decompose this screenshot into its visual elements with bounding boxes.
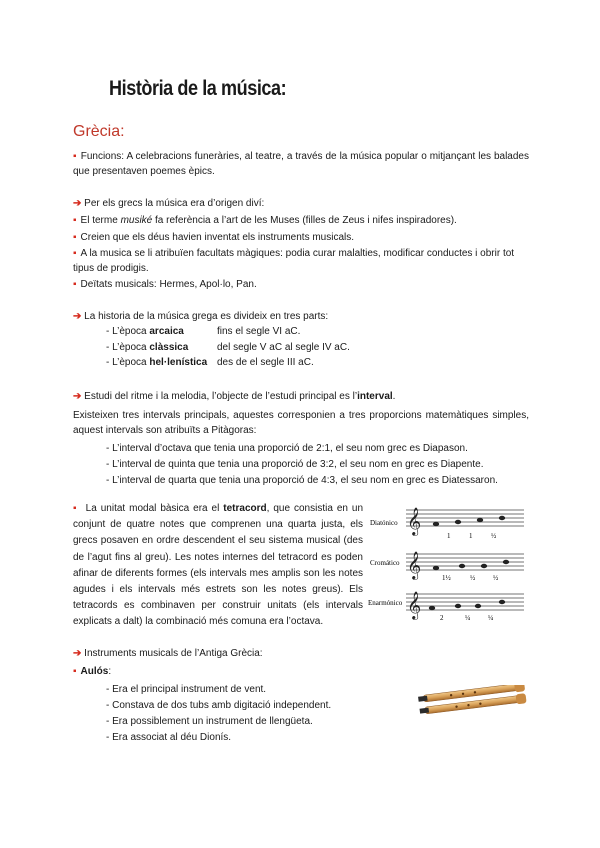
item-emphasis: musiké xyxy=(120,215,153,226)
bullet-icon: ▪ xyxy=(73,503,78,514)
item-text: Creien que els déus havien inventat els instruments musicals. xyxy=(80,232,355,243)
note-icon xyxy=(433,522,439,526)
tetracord-figure xyxy=(366,500,526,625)
list-item xyxy=(73,277,529,292)
tetracord-paragraph: ▪ La unitat modal bàsica era el tetracord, que consistia en un conjunt de quatre notes que comprenen una quarta justa, els grecs posaven en ordre descendent el seu sistema musical (des de l’agut fins al greu). Les notes internes del tetracord es poden afinar de diferents formes (els intervals mes amplis son les notes agudes i els intervals més estrets son les notes greus). Els tetracords es combinaven per construir unitats (els intervals explicats a dalt) la combinació més comuna era l’octava. xyxy=(73,503,364,628)
origen-text: Per els grecs la música era d’origen diví: xyxy=(84,198,265,209)
interval-mark: ¼ xyxy=(465,614,471,622)
note-icon xyxy=(477,518,483,522)
funcions-label: Funcions: xyxy=(80,151,125,162)
section-heading: Grècia: xyxy=(73,123,125,140)
aulos-item: - Era possiblement un instrument de llengüeta. xyxy=(106,716,313,727)
aulos-image xyxy=(418,685,530,717)
note-icon xyxy=(429,606,435,610)
ritme-post: . xyxy=(392,391,396,402)
note-icon xyxy=(503,560,509,564)
interval-mark: ½ xyxy=(493,574,499,582)
aulos-item: - Era associat al déu Dionís. xyxy=(106,732,232,743)
note-icon xyxy=(459,564,465,568)
bullet-icon: ▪ xyxy=(73,232,77,243)
arrow-icon: ➔ xyxy=(73,391,82,402)
period-name: - L’època arcaica xyxy=(106,326,184,337)
staff-label: Enarmónico xyxy=(368,599,403,607)
parts-intro xyxy=(73,309,529,324)
period-name: - L’època hel·lenística xyxy=(106,357,208,368)
interval-mark: 2 xyxy=(440,614,444,622)
arrow-icon: ➔ xyxy=(73,648,82,659)
staff-enharmonic xyxy=(368,591,524,622)
note-icon xyxy=(499,600,505,604)
period-name: - L’època clàssica xyxy=(106,342,189,353)
interval-mark: ¼ xyxy=(488,614,494,622)
staff-label: Diatónico xyxy=(370,519,398,527)
bullet-icon: ▪ xyxy=(73,666,77,677)
note-icon xyxy=(481,564,487,568)
aulos-item: - Era el principal instrument de vent. xyxy=(106,684,267,695)
instruments-text: Instruments musicals de l’Antiga Grècia: xyxy=(84,648,263,659)
interval-mark: 1 xyxy=(469,532,473,540)
item-text: El terme xyxy=(80,215,121,226)
origen-intro xyxy=(73,196,529,211)
note-icon xyxy=(455,520,461,524)
arrow-icon: ➔ xyxy=(73,311,82,322)
list-item xyxy=(73,230,529,245)
ritme-bold: interval xyxy=(357,391,393,402)
instruments-intro xyxy=(73,646,529,661)
staff-label: Cromático xyxy=(370,559,400,567)
note-icon xyxy=(475,604,481,608)
ritme-intro xyxy=(73,389,529,404)
arrow-icon: ➔ xyxy=(73,198,82,209)
item-text: A la musica se li atribuïen facultats màgiques: podia curar malalties, modificar conductes i obrir tot tipus de prodigis. xyxy=(73,248,515,274)
interval-mark: 1 xyxy=(447,532,451,540)
bullet-icon: ▪ xyxy=(73,248,77,259)
interval-mark: 1½ xyxy=(442,574,451,582)
item-text: fa referència a l’art de les Muses (filles de Zeus i nifes inspiradores). xyxy=(152,215,457,226)
interval-item: - L’interval de quarta que tenia una proporció de 4:3, el seu nom en grec es Diatessaron. xyxy=(106,475,498,486)
treble-clef-icon: 𝄞 xyxy=(407,551,422,579)
treble-clef-icon: 𝄞 xyxy=(407,507,422,535)
aulos-label: ▪ Aulós: xyxy=(73,666,112,677)
period-range: del segle V aC al segle IV aC. xyxy=(217,342,350,353)
period-range: des de el segle III aC. xyxy=(217,357,314,368)
note-icon xyxy=(499,516,505,520)
parts-text: La historia de la música grega es divideix en tres parts: xyxy=(84,311,329,322)
funcions-text: A celebracions funeràries, al teatre, a través de la música popular o mitjançant les balades que presentaven poemes èpics. xyxy=(73,151,529,177)
interval-mark: ½ xyxy=(491,532,497,540)
ritme-paragraph: Existeixen tres intervals principals, aquestes corresponien a tres proporcions matemàtiques simples, aquest intervals son atribuïts a Pitàgoras: xyxy=(73,410,529,436)
list-item xyxy=(73,213,529,228)
interval-mark: ½ xyxy=(470,574,476,582)
staff-chromatic xyxy=(370,551,524,582)
bullet-icon: ▪ xyxy=(73,279,77,290)
ritme-text: Estudi del ritme i la melodia, l’objecte de l’estudi principal es l’ xyxy=(84,391,358,402)
note-icon xyxy=(433,566,439,570)
interval-item: - L’interval de quinta que tenia una proporció de 3:2, el seu nom en grec es Diapente. xyxy=(106,459,484,470)
bullet-icon: ▪ xyxy=(73,215,77,226)
page-title: Història de la música: xyxy=(109,77,287,100)
period-range: fins el segle VI aC. xyxy=(217,326,301,337)
interval-item: - L’interval d’octava que tenia una proporció de 2:1, el seu nom grec es Diapason. xyxy=(106,443,468,454)
staff-diatonic xyxy=(370,507,524,540)
funcions-paragraph xyxy=(73,149,529,179)
list-item xyxy=(73,246,529,276)
note-icon xyxy=(455,604,461,608)
bullet-icon: ▪ xyxy=(73,151,77,162)
aulos-item: - Constava de dos tubs amb digitació independent. xyxy=(106,700,332,711)
treble-clef-icon: 𝄞 xyxy=(407,591,422,619)
item-text: Deïtats musicals: Hermes, Apol·lo, Pan. xyxy=(80,279,257,290)
